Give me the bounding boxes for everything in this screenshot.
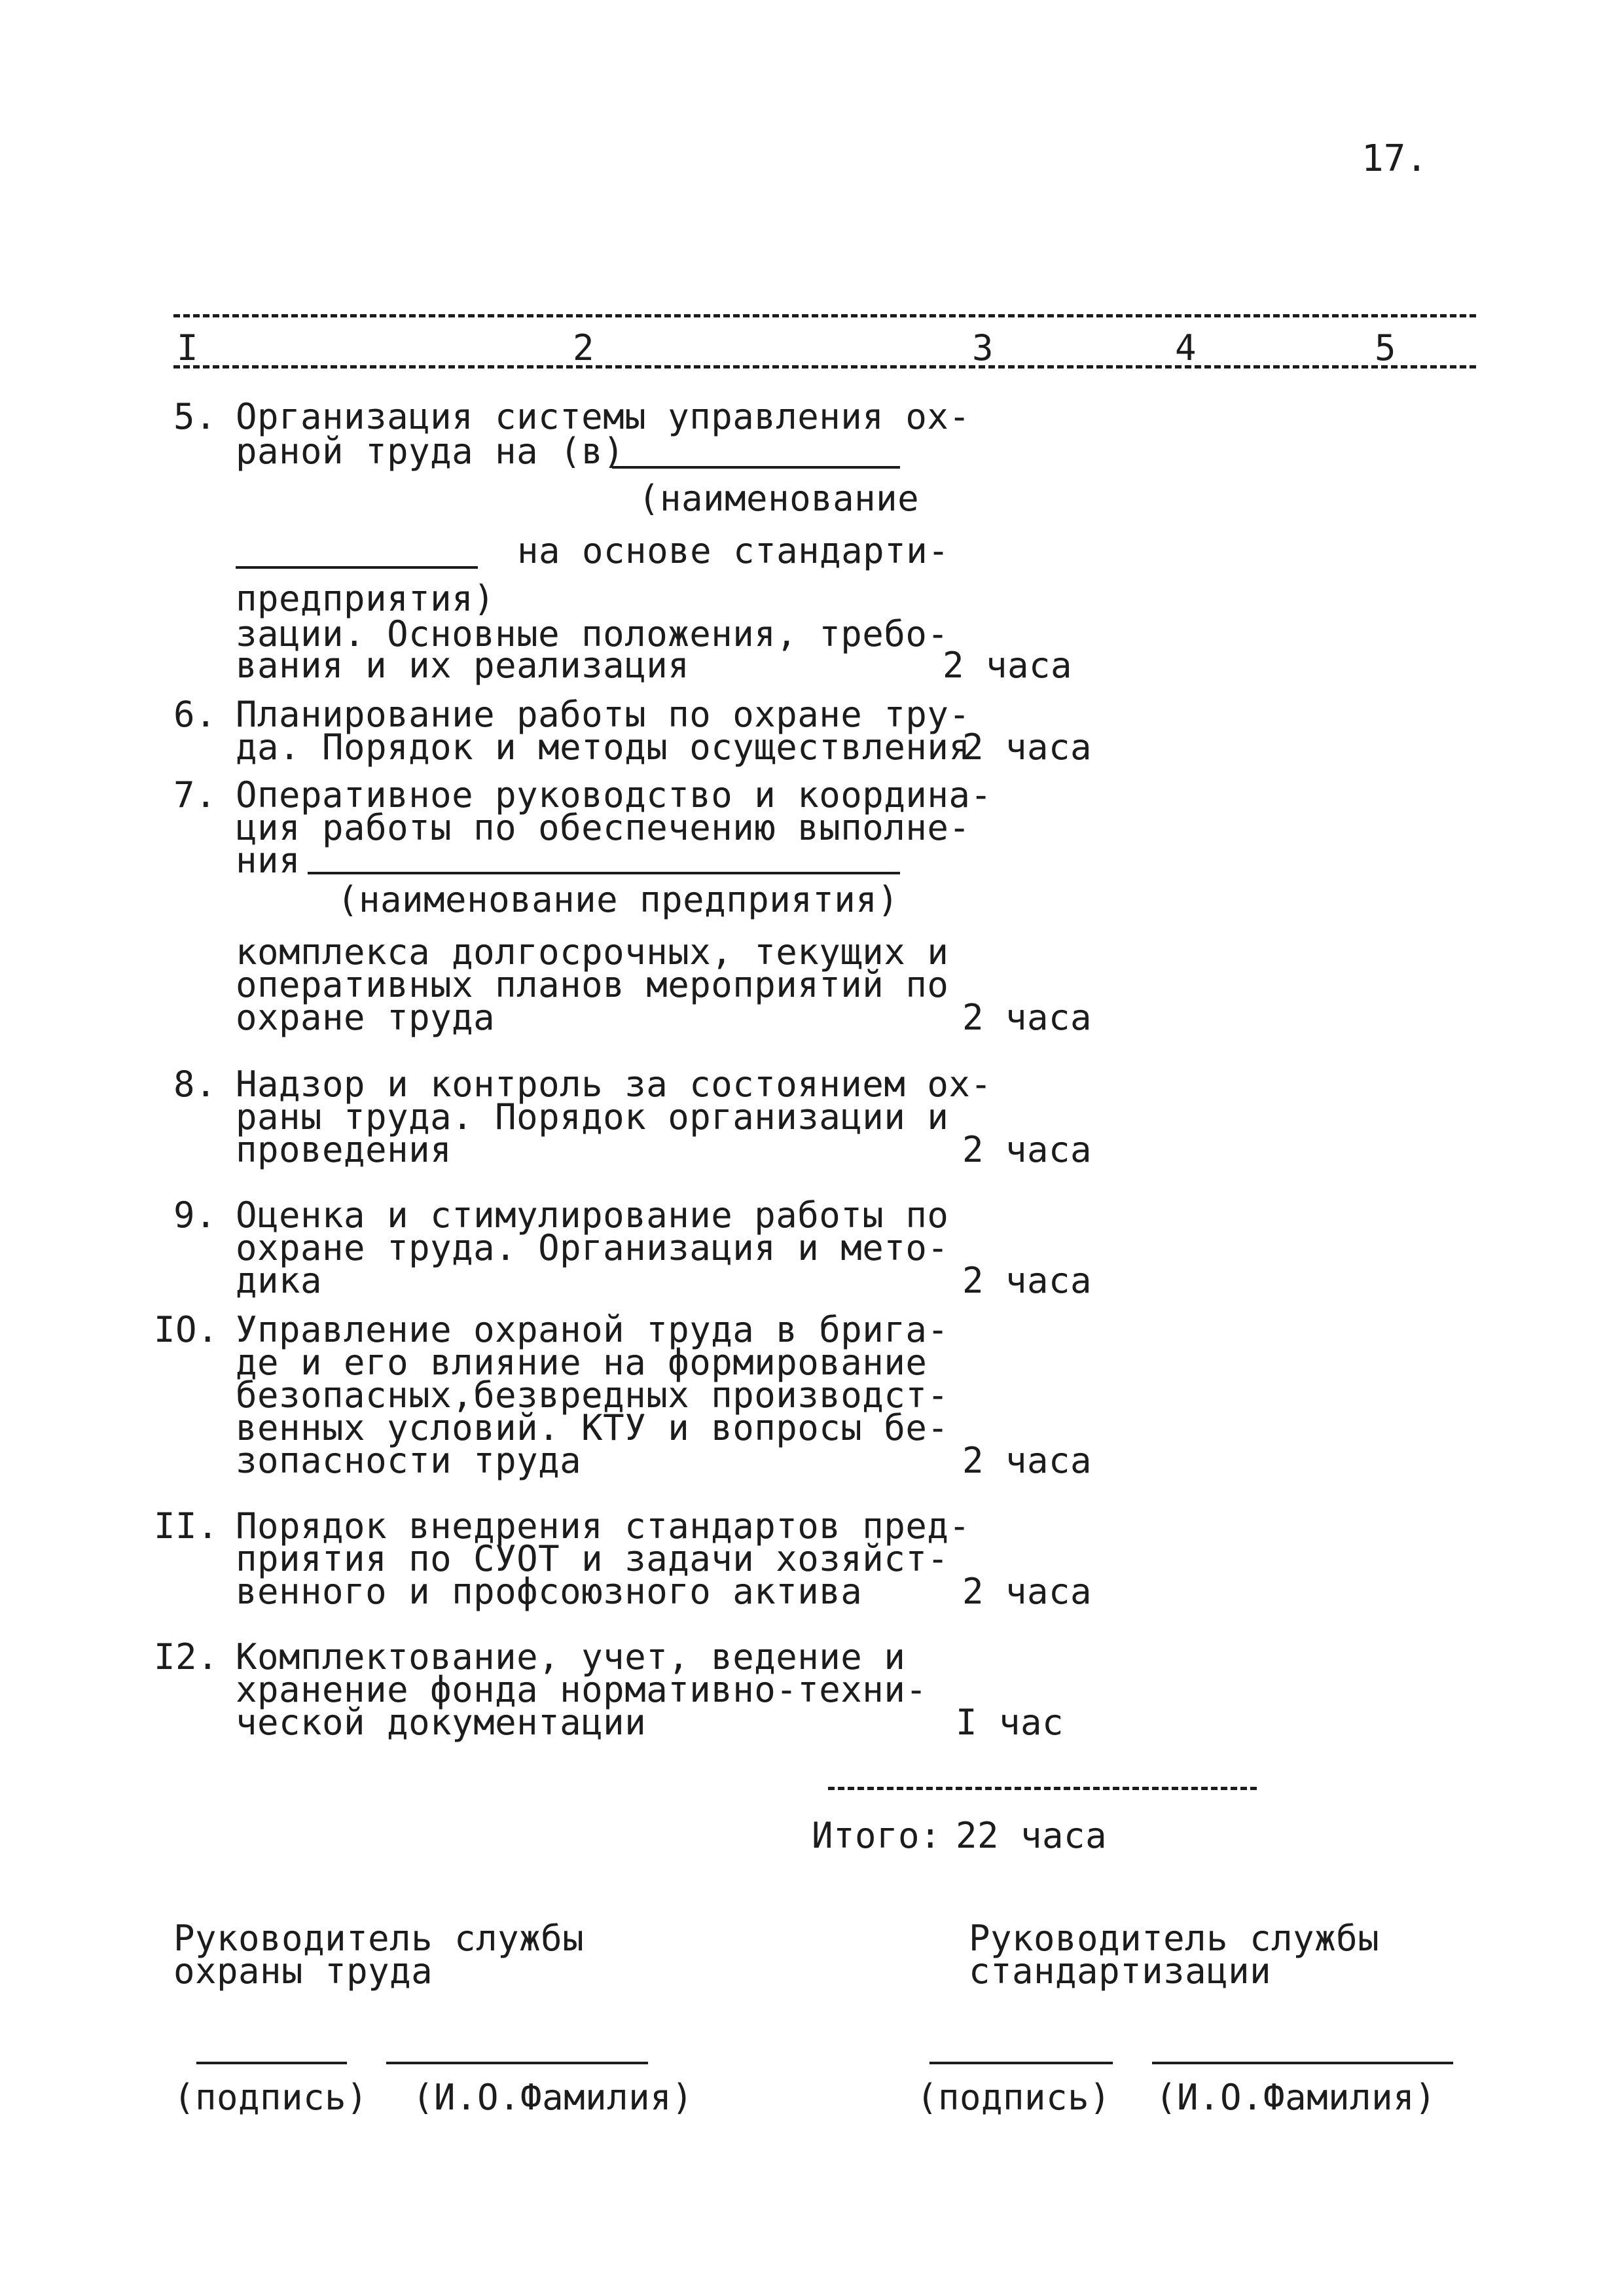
item-text-line: охране труда: [236, 997, 496, 1038]
item-number: IO.: [154, 1309, 219, 1350]
item-text-line: Надзор и контроль за состоянием ох-: [236, 1064, 992, 1105]
item-text-line: ция работы по обеспечению выполне-: [236, 807, 971, 848]
item-number: 7.: [173, 774, 217, 816]
item-number: II.: [154, 1505, 219, 1547]
item-hours: 2 часа: [962, 1129, 1092, 1170]
total-rule: [828, 1787, 1257, 1790]
signature-line: [196, 2062, 347, 2064]
item-text-line: да. Порядок и методы осуществления: [236, 726, 971, 768]
signatory-title: стандартизации: [969, 1950, 1272, 1992]
item-text-line: Комплектование, учет, ведение и: [236, 1636, 906, 1677]
name-caption: (И.О.Фамилия): [1155, 2077, 1437, 2118]
item-text-line: безопасных,безвредных производст-: [236, 1374, 949, 1416]
header-col-5: 5: [1375, 327, 1397, 368]
header-col-2: 2: [573, 327, 595, 368]
item-hours: 2 часа: [943, 645, 1073, 686]
total-value: 22 часа: [956, 1815, 1108, 1856]
item-hours: 2 часа: [962, 726, 1092, 768]
item-text-line: приятия по СУОТ и задачи хозяйст-: [236, 1538, 949, 1579]
item-text-line: венного и профсоюзного актива: [236, 1571, 863, 1612]
name-caption: (И.О.Фамилия): [412, 2077, 694, 2118]
item-hours: 2 часа: [962, 1571, 1092, 1612]
item-number: 8.: [173, 1064, 217, 1105]
item-number: I2.: [154, 1636, 219, 1677]
item-text-line: оперативных планов мероприятий по: [236, 964, 949, 1005]
total-label: Итого:: [812, 1815, 942, 1856]
signatory-title: Руководитель службы: [969, 1918, 1380, 1959]
item-text-line: на основе стандарти-: [517, 530, 950, 571]
signatory-title: Руководитель службы: [173, 1918, 585, 1959]
item-text-line: Порядок внедрения стандартов пред-: [236, 1505, 971, 1547]
item-text-line: венных условий. КТУ и вопросы бе-: [236, 1407, 949, 1448]
item-hours: 2 часа: [962, 1260, 1092, 1301]
item-hours: 2 часа: [962, 1440, 1092, 1481]
signatory-title: охраны труда: [173, 1950, 433, 1992]
item-text-line: дика: [236, 1260, 323, 1301]
item-text-line: хранение фонда нормативно-техни-: [236, 1669, 928, 1710]
item-text-line: зопасности труда: [236, 1440, 582, 1481]
item-number: 6.: [173, 694, 217, 735]
item-text-line: комплекса долгосрочных, текущих и: [236, 931, 949, 973]
fill-in-line: [612, 466, 900, 469]
item-number: 9.: [173, 1194, 217, 1236]
fill-in-caption: (наименование: [638, 478, 920, 519]
fill-in-caption: предприятия): [236, 578, 496, 619]
item-text-line: зации. Основные положения, требо-: [236, 613, 949, 655]
item-text-line: Оценка и стимулирование работы по: [236, 1194, 949, 1236]
signature-caption: (подпись): [916, 2077, 1111, 2118]
name-line: [1152, 2062, 1453, 2064]
signature-line: [929, 2062, 1113, 2064]
item-text-line: Организация системы управления ох-: [236, 396, 971, 437]
item-text-line: Управление охраной труда в брига-: [236, 1309, 949, 1350]
header-bottom-rule: [173, 365, 1476, 368]
item-text-line: проведения: [236, 1129, 452, 1170]
signature-caption: (подпись): [173, 2077, 369, 2118]
header-top-rule: [173, 314, 1476, 317]
header-col-4: 4: [1175, 327, 1197, 368]
item-number: 5.: [173, 396, 217, 437]
item-text-line: ния: [236, 840, 301, 881]
fill-in-caption: (наименование предприятия): [337, 879, 899, 920]
page-number: 17.: [1362, 137, 1428, 180]
item-hours: 2 часа: [962, 997, 1092, 1038]
header-col-1: I: [177, 327, 199, 368]
item-text-line: раной труда на (в): [236, 431, 625, 472]
fill-in-line: [308, 872, 900, 874]
item-text-line: ческой документации: [236, 1702, 647, 1743]
item-text-line: вания и их реализация: [236, 645, 690, 686]
item-text-line: охране труда. Организация и мето-: [236, 1227, 949, 1268]
fill-in-line: [236, 566, 478, 569]
item-text-line: де и его влияние на формирование: [236, 1342, 928, 1383]
item-text-line: раны труда. Порядок организации и: [236, 1096, 949, 1138]
name-line: [386, 2062, 648, 2064]
header-col-3: 3: [972, 327, 994, 368]
item-text-line: Планирование работы по охране тру-: [236, 694, 971, 735]
item-hours: I час: [956, 1702, 1064, 1743]
item-text-line: Оперативное руководство и координа-: [236, 774, 992, 816]
